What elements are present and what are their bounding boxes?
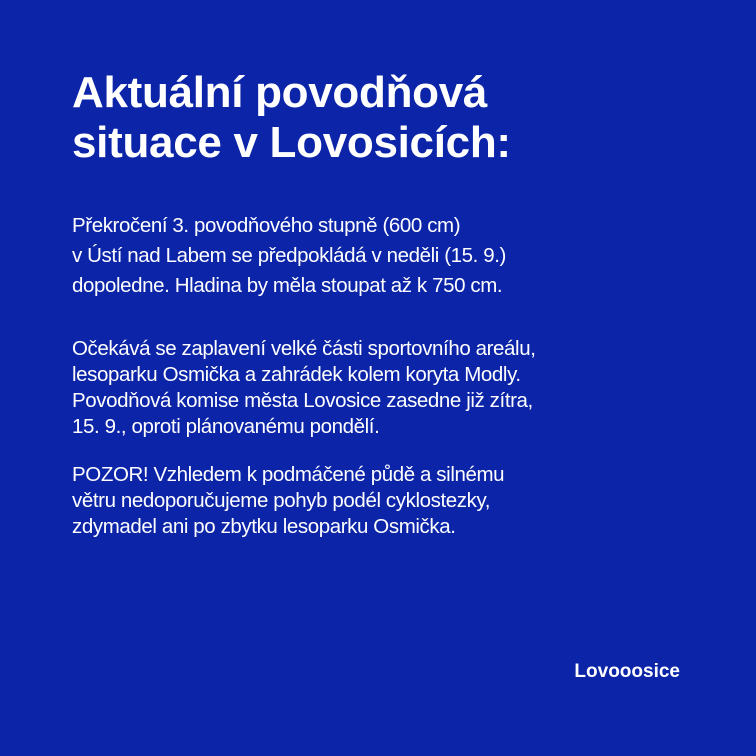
paragraph-line: lesoparku Osmička a zahrádek kolem koryta Modly. — [72, 363, 521, 386]
paragraph-line: zdymadel ani po zbytku lesoparku Osmička. — [72, 515, 456, 538]
paragraph-line: dopoledne. Hladina by měla stoupat až k 750 cm. — [72, 274, 503, 297]
title-line-2: situace v Lovosicích: — [72, 118, 511, 167]
warning-paragraph — [72, 462, 692, 540]
paragraph-line: 15. 9., oproti plánovanému pondělí. — [72, 415, 380, 438]
paragraph-line: Překročení 3. povodňového stupně (600 cm) — [72, 214, 461, 237]
paragraph-line: Očekává se zaplavení velké části sportovního areálu, — [72, 337, 536, 360]
paragraph-line: Povodňová komise města Lovosice zasedne již zítra, — [72, 389, 533, 412]
page-title — [72, 68, 692, 168]
expected-flooding-paragraph — [72, 336, 692, 440]
brand-logo: Lovooosice — [574, 661, 680, 682]
paragraph-line: POZOR! Vzhledem k podmáčené půdě a silnému — [72, 463, 505, 486]
flood-level-paragraph — [72, 211, 692, 301]
paragraph-line: v Ústí nad Labem se předpokládá v neděli (15. 9.) — [72, 244, 506, 267]
paragraph-line: větru nedoporučujeme pohyb podél cyklostezky, — [72, 489, 491, 512]
title-line-1: Aktuální povodňová — [72, 68, 488, 117]
